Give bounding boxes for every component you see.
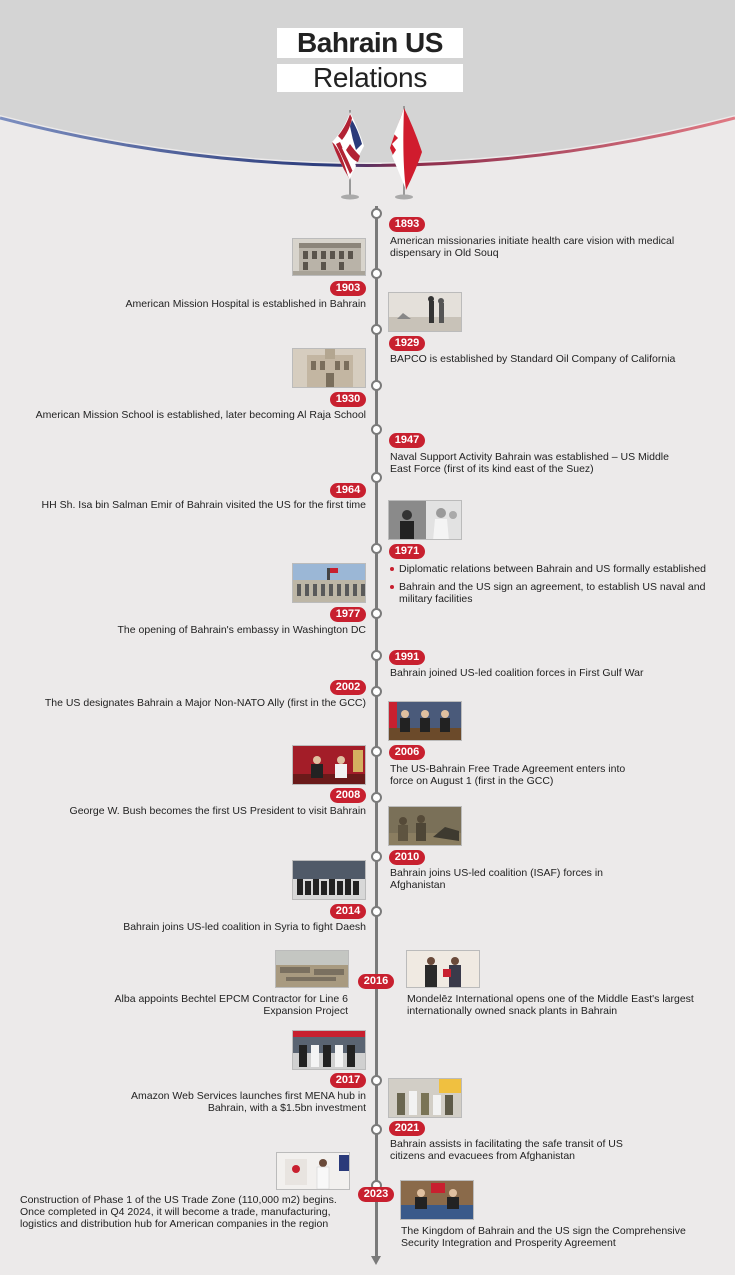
event-text: American Mission Hospital is established in Bahrain <box>125 298 366 310</box>
photo-1971 <box>388 500 462 540</box>
event-text: Bahrain joins US-led coalition in Syria to fight Daesh <box>123 921 366 933</box>
event-text: The US-Bahrain Free Trade Agreement enters into force on August 1 (first in the GCC) <box>390 763 626 787</box>
header <box>0 0 735 200</box>
year-badge: 2008 <box>330 788 366 803</box>
timeline-dot <box>371 608 382 619</box>
title-line-2: Relations <box>277 64 463 92</box>
event-text: The US designates Bahrain a Major Non-NATO Ally (first in the GCC) <box>44 697 366 709</box>
photo-embassy <box>292 563 366 603</box>
event-text: American missionaries initiate health care vision with medical dispensary in Old Souq <box>390 235 675 259</box>
event-text-left: Alba appoints Bechtel EPCM Contractor for Line 6 Expansion Project <box>114 993 348 1017</box>
year-badge: 1903 <box>330 281 366 296</box>
timeline-arrow-icon <box>371 1256 381 1265</box>
photo-bapco <box>388 292 462 332</box>
event-text: BAPCO is established by Standard Oil Company of California <box>390 353 676 365</box>
us-flag-icon <box>332 110 364 200</box>
year-badge: 2006 <box>389 745 425 760</box>
year-badge: 2023 <box>358 1187 394 1202</box>
photo-isaf <box>388 806 462 846</box>
page-title <box>276 28 464 92</box>
year-badge: 1971 <box>389 544 425 559</box>
timeline-dot <box>371 543 382 554</box>
bahrain-flag-icon <box>390 106 422 200</box>
timeline-dot <box>371 424 382 435</box>
year-badge: 2016 <box>358 974 394 989</box>
photo-aws <box>292 1030 366 1070</box>
year-badge: 1964 <box>330 483 366 498</box>
year-badge: 1947 <box>389 433 425 448</box>
photo-mission-school <box>292 348 366 388</box>
year-badge: 1930 <box>330 392 366 407</box>
timeline-dot <box>371 650 382 661</box>
timeline-dot <box>371 1075 382 1086</box>
timeline-dot <box>371 324 382 335</box>
event-text-right: The Kingdom of Bahrain and the US sign the Comprehensive Security Integration and Prosperity Agreement <box>401 1225 686 1249</box>
timeline-dot <box>371 1124 382 1135</box>
photo-evacuation <box>388 1078 462 1118</box>
timeline-dot <box>371 268 382 279</box>
event-text: The opening of Bahrain's embassy in Washington DC <box>117 624 366 636</box>
event-text-left: Construction of Phase 1 of the US Trade Zone (110,000 m2) begins. Once completed in Q4 2024, it will become a trade, manufacturing, logistics and distribution hub for American companies in the region <box>20 1194 337 1230</box>
event-text: Naval Support Activity Bahrain was established – US Middle East Force (first of its kind east of the Suez) <box>390 451 669 475</box>
event-text: Amazon Web Services launches first MENA hub in Bahrain, with a $1.5bn investment <box>131 1090 366 1114</box>
timeline-dot <box>371 792 382 803</box>
year-badge: 1977 <box>330 607 366 622</box>
photo-coalition <box>292 860 366 900</box>
photo-mission-hospital <box>292 238 366 276</box>
photo-mondelez <box>406 950 480 988</box>
event-text: HH Sh. Isa bin Salman Emir of Bahrain visited the US for the first time <box>41 499 366 511</box>
year-badge: 2021 <box>389 1121 425 1136</box>
timeline-dot <box>371 208 382 219</box>
timeline-dot <box>371 686 382 697</box>
flags-illustration <box>320 100 430 202</box>
event-text: Bahrain joins US-led coalition (ISAF) forces in Afghanistan <box>390 867 604 891</box>
photo-trade-zone <box>276 1152 350 1190</box>
year-badge: 1893 <box>389 217 425 232</box>
timeline-dot <box>371 851 382 862</box>
event-text: George W. Bush becomes the first US President to visit Bahrain <box>69 805 366 817</box>
event-bullet: Diplomatic relations between Bahrain and US formally established <box>390 563 725 575</box>
photo-alba <box>275 950 349 988</box>
title-line-1: Bahrain US <box>277 28 463 58</box>
event-text: Bahrain assists in facilitating the safe transit of US citizens and evacuees from Afghanistan <box>390 1138 623 1162</box>
event-text-right: Mondelēz International opens one of the Middle East's largest internationally owned snack plants in Bahrain <box>407 993 694 1017</box>
year-badge: 2010 <box>389 850 425 865</box>
timeline-dot <box>371 472 382 483</box>
event-text: American Mission School is established, later becoming Al Raja School <box>35 409 366 421</box>
photo-fta-signing <box>388 701 462 741</box>
year-badge: 2002 <box>330 680 366 695</box>
timeline-dot <box>371 380 382 391</box>
event-bullet-list <box>390 563 725 605</box>
timeline-dot <box>371 746 382 757</box>
timeline-dot <box>371 906 382 917</box>
year-badge: 2017 <box>330 1073 366 1088</box>
event-text: Bahrain joined US-led coalition forces in First Gulf War <box>390 667 644 679</box>
year-badge: 1991 <box>389 650 425 665</box>
photo-agreement-signing <box>400 1180 474 1220</box>
photo-bush-visit <box>292 745 366 785</box>
year-badge: 2014 <box>330 904 366 919</box>
timeline-axis <box>375 206 378 1261</box>
year-badge: 1929 <box>389 336 425 351</box>
event-bullet: Bahrain and the US sign an agreement, to establish US naval and military facilities <box>390 581 725 605</box>
